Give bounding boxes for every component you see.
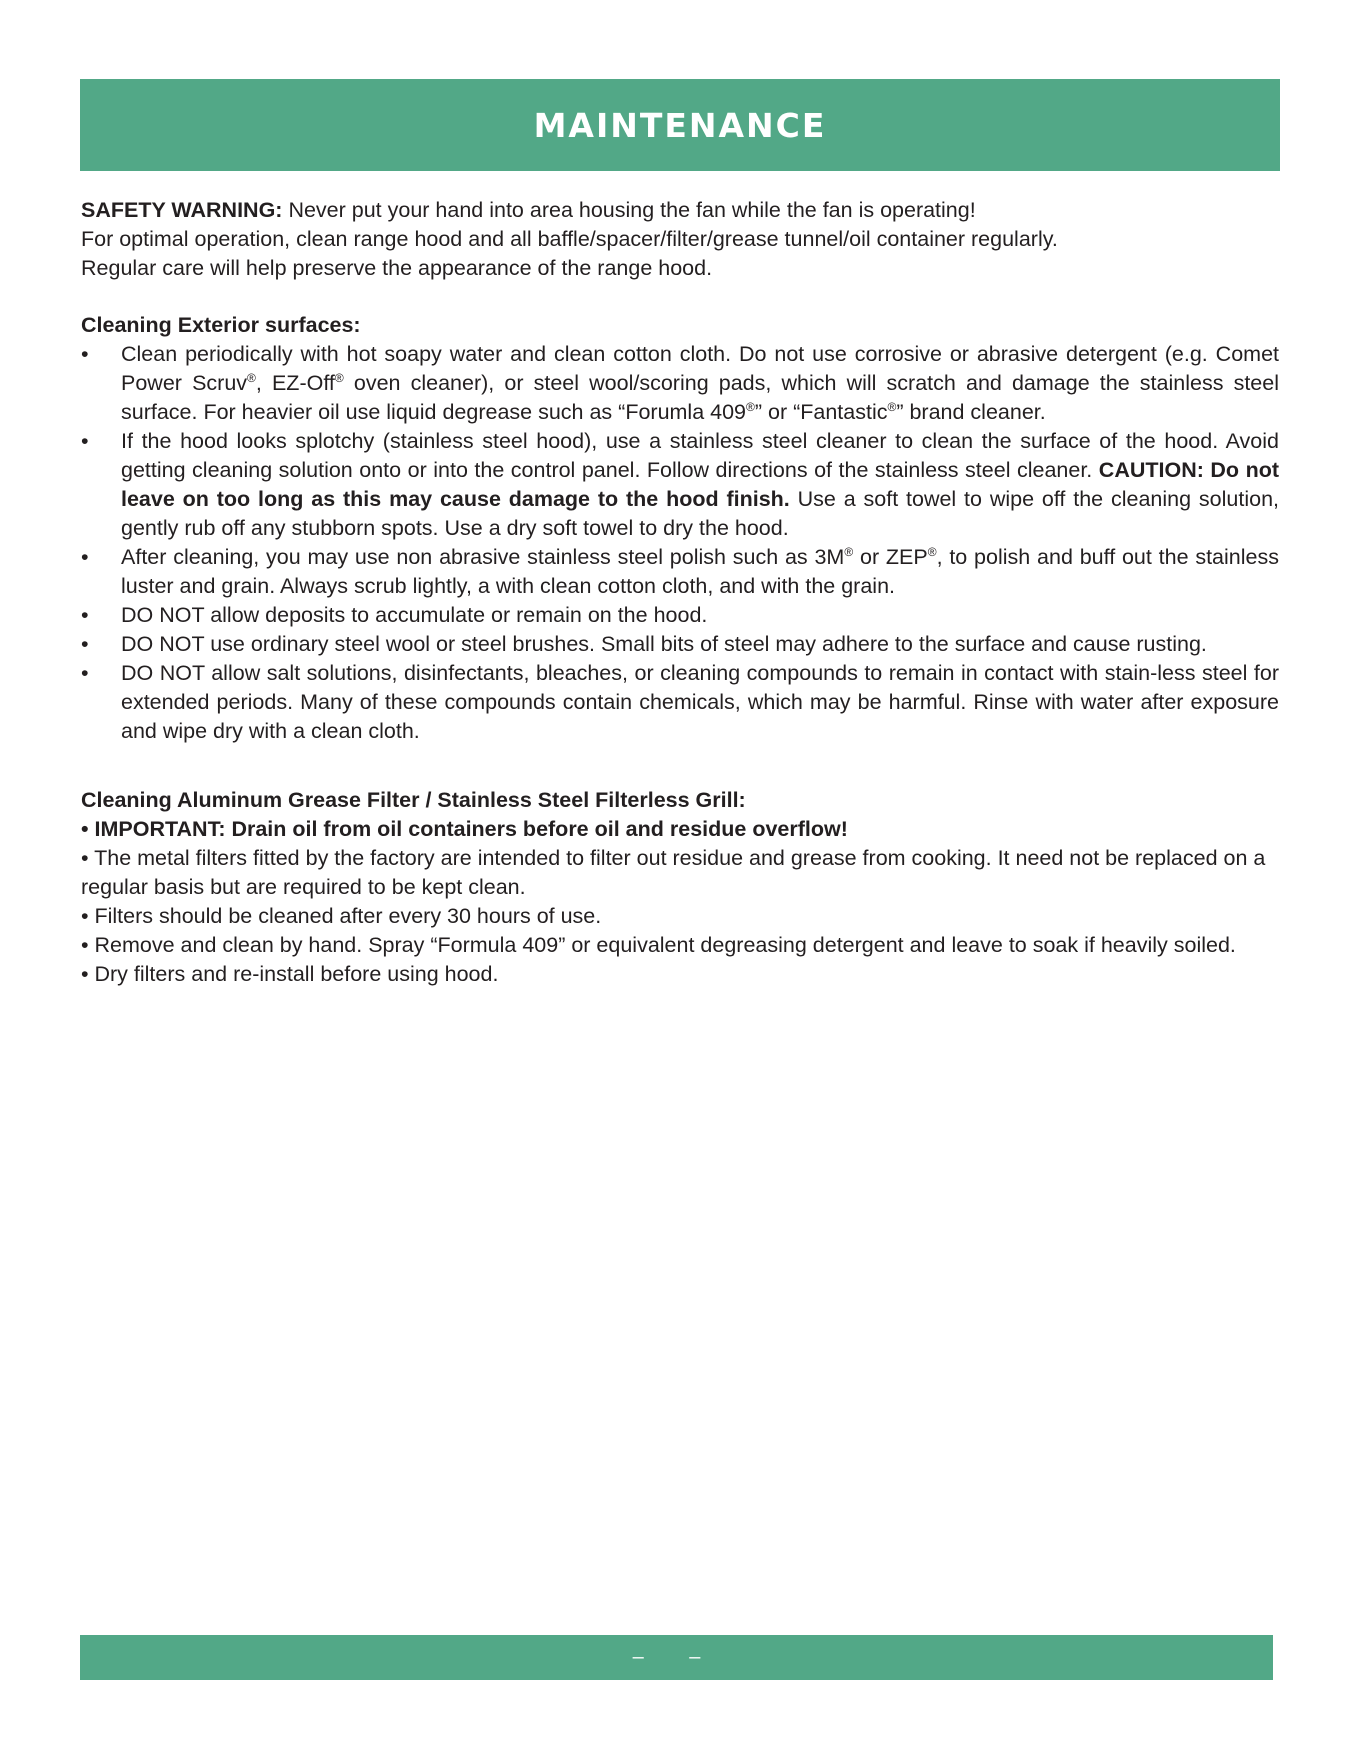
safety-warning-text: Never put your hand into area housing the fan while the fan is operating! — [282, 198, 976, 222]
page-title: MAINTENANCE — [533, 105, 827, 145]
list-item: • After cleaning, you may use non abrasive stainless steel polish such as 3M® or ZEP®, to polish and buff out the stainless luster and grain. Always scrub lightly, a with clean cotton cloth, and with the grain. — [81, 543, 1279, 601]
intro-line: Regular care will help preserve the appearance of the range hood. — [81, 256, 713, 280]
section-heading-exterior: Cleaning Exterior surfaces: — [81, 313, 361, 337]
page-number: – – — [632, 1646, 721, 1668]
filter-paragraph: • The metal filters fitted by the factory are intended to filter out residue and grease from cooking. It need not be replaced on a regular basis but are required to be kept clean. — [81, 846, 1266, 899]
footer-bar — [80, 1635, 1273, 1680]
intro-line: For optimal operation, clean range hood and all baffle/spacer/filter/grease tunnel/oil container regularly. — [81, 227, 1058, 251]
filter-paragraph: • Dry filters and re-install before using hood. — [81, 962, 499, 986]
list-item: • Clean periodically with hot soapy water and clean cotton cloth. Do not use corrosive or abrasive detergent (e.g. Comet Power Scruv®, EZ-Off® oven cleaner), or steel wool/scoring pads, which will scratch and damage the stainless steel surface. For heavier oil use liquid degrease such as “Forumla 409®” or “Fantastic®” brand cleaner. — [81, 340, 1279, 427]
section-heading-filter: Cleaning Aluminum Grease Filter / Stainless Steel Filterless Grill: — [81, 788, 746, 812]
list-item: • DO NOT allow deposits to accumulate or remain on the hood. — [81, 601, 1279, 630]
caution-text: CAUTION: Do not leave on too long as this may cause damage to the hood finish. — [121, 458, 1279, 511]
safety-warning — [81, 196, 1279, 225]
safety-warning-label: SAFETY WARNING: — [81, 198, 283, 222]
list-item: • If the hood looks splotchy (stainless steel hood), use a stainless steel cleaner to clean the surface of the hood. Avoid getting cleaning solution onto or into the control panel. Follow directions of the stainless steel cleaner. CAUTION: Do not leave on too long as this may cause damage to the hood finish. Use a soft towel to wipe off the cleaning solution, gently rub off any stubborn spots. Use a dry soft towel to dry the hood. — [81, 427, 1279, 543]
filter-paragraph: • Filters should be cleaned after every 30 hours of use. — [81, 904, 602, 928]
exterior-bullet-list — [81, 340, 1279, 746]
important-note: • IMPORTANT: Drain oil from oil containers before oil and residue overflow! — [81, 817, 848, 841]
filter-paragraph: • Remove and clean by hand. Spray “Formula 409” or equivalent degreasing detergent and leave to soak if heavily soiled. — [81, 933, 1236, 957]
header-bar — [80, 79, 1280, 171]
list-item: • DO NOT use ordinary steel wool or steel brushes. Small bits of steel may adhere to the surface and cause rusting. — [81, 630, 1279, 659]
list-item: • DO NOT allow salt solutions, disinfectants, bleaches, or cleaning compounds to remain in contact with stain-less steel for extended periods. Many of these compounds contain chemicals, which may be harmful. Rinse with water after exposure and wipe dry with a clean cloth. — [81, 659, 1279, 746]
document-body — [81, 196, 1279, 989]
